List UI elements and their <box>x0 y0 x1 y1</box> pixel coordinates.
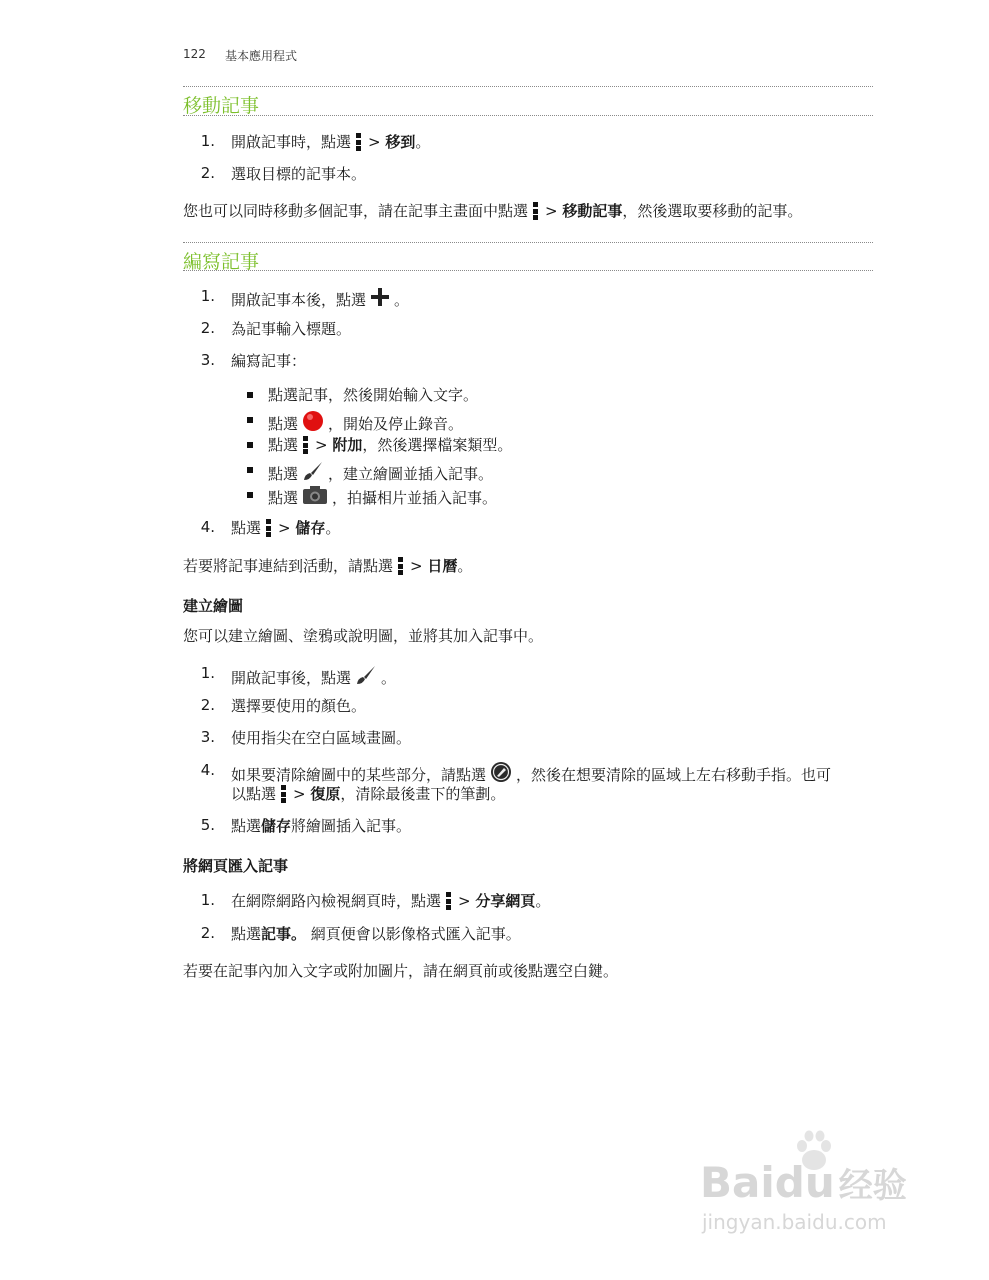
brush-icon <box>355 664 377 691</box>
section-rule-bottom <box>183 115 873 116</box>
step-draw-1: 開啟記事後，點選 。 <box>231 664 396 691</box>
step-write-4: 點選 > 儲存 。 <box>231 519 341 537</box>
bullet-item: 點選 ，開始及停止錄音。 <box>268 410 463 437</box>
watermark-url: jingyan.baidu.com <box>702 1210 887 1234</box>
step-draw-5: 點選 儲存 將繪圖插入記事。 <box>231 817 412 835</box>
record-icon <box>302 410 324 437</box>
note-web: 若要在記事內加入文字或附加圖片，請在網頁前或後點選空白鍵。 <box>183 962 619 980</box>
plus-icon <box>370 287 390 312</box>
step-number: 1. <box>200 132 215 150</box>
section-title-move: 移動記事 <box>183 95 260 117</box>
step-number: 2. <box>200 924 215 942</box>
bullet-marker <box>247 392 253 398</box>
step-number: 4. <box>200 761 215 779</box>
step-write-2: 為記事輸入標題。 <box>231 320 352 338</box>
more-menu-icon <box>533 202 538 220</box>
bullet-marker <box>247 442 253 448</box>
more-menu-icon <box>356 133 361 151</box>
brush-icon <box>302 460 324 487</box>
step-number: 2. <box>200 319 215 337</box>
step-draw-3: 使用指尖在空白區域畫圖。 <box>231 729 412 747</box>
baidu-watermark <box>700 1130 940 1240</box>
step-web-1: 在網際網路內檢視網頁時，點選 > 分享網頁 。 <box>231 892 551 910</box>
more-menu-icon <box>266 519 271 537</box>
step-number: 3. <box>200 728 215 746</box>
section-rule-top <box>183 242 873 243</box>
step-number: 5. <box>200 816 215 834</box>
intro-draw: 您可以建立繪圖、塗鴉或說明圖，並將其加入記事中。 <box>183 627 544 645</box>
step-number: 3. <box>200 351 215 369</box>
subsection-title-web: 將網頁匯入記事 <box>183 857 289 875</box>
section-title-write: 編寫記事 <box>183 251 260 273</box>
bullet-marker <box>247 467 253 473</box>
note-move: 您也可以同時移動多個記事，請在記事主畫面中點選 > 移動記事 ，然後選取要移動的記事。 <box>183 202 803 220</box>
more-menu-icon <box>446 892 451 910</box>
page-number: 122 <box>183 47 206 61</box>
more-menu-icon <box>398 557 403 575</box>
more-menu-icon <box>303 436 308 454</box>
step-number: 2. <box>200 164 215 182</box>
section-rule-bottom <box>183 270 873 271</box>
note-calendar: 若要將記事連結到活動，請點選 > 日曆 。 <box>183 557 473 575</box>
step-move-1: 開啟記事時，點選 > 移到 。 <box>231 133 431 151</box>
bullet-marker <box>247 492 253 498</box>
step-web-2: 點選 記事。 網頁便會以影像格式匯入記事。 <box>231 925 521 943</box>
section-rule-top <box>183 86 873 87</box>
bullet-item: 點選 ，拍攝相片並插入記事。 <box>268 485 497 510</box>
watermark-brand: Baidu 经验 <box>700 1158 907 1207</box>
step-write-1: 開啟記事本後，點選 。 <box>231 287 409 312</box>
step-number: 2. <box>200 696 215 714</box>
subsection-title-draw: 建立繪圖 <box>183 597 244 615</box>
bullet-item: 點選 ，建立繪圖並插入記事。 <box>268 460 493 487</box>
bullet-item: 點選 > 附加 ，然後選擇檔案類型。 <box>268 436 513 454</box>
chapter-title: 基本應用程式 <box>225 49 298 63</box>
step-move-2: 選取目標的記事本。 <box>231 165 367 183</box>
more-menu-icon <box>281 785 286 803</box>
step-draw-4-line2: 以點選 > 復原 ，清除最後畫下的筆劃。 <box>231 785 506 803</box>
step-number: 1. <box>200 287 215 305</box>
camera-icon <box>302 485 328 510</box>
step-number: 1. <box>200 891 215 909</box>
bullet-marker <box>247 417 253 423</box>
step-draw-4-line1: 如果要清除繪圖中的某些部分，請點選 ，然後在想要清除的區域上左右移動手指。也可 <box>231 761 831 788</box>
step-write-3: 編寫記事： <box>231 352 307 370</box>
step-draw-2: 選擇要使用的顏色。 <box>231 697 367 715</box>
bullet-item: 點選記事，然後開始輸入文字。 <box>268 386 479 404</box>
step-number: 1. <box>200 664 215 682</box>
step-number: 4. <box>200 518 215 536</box>
